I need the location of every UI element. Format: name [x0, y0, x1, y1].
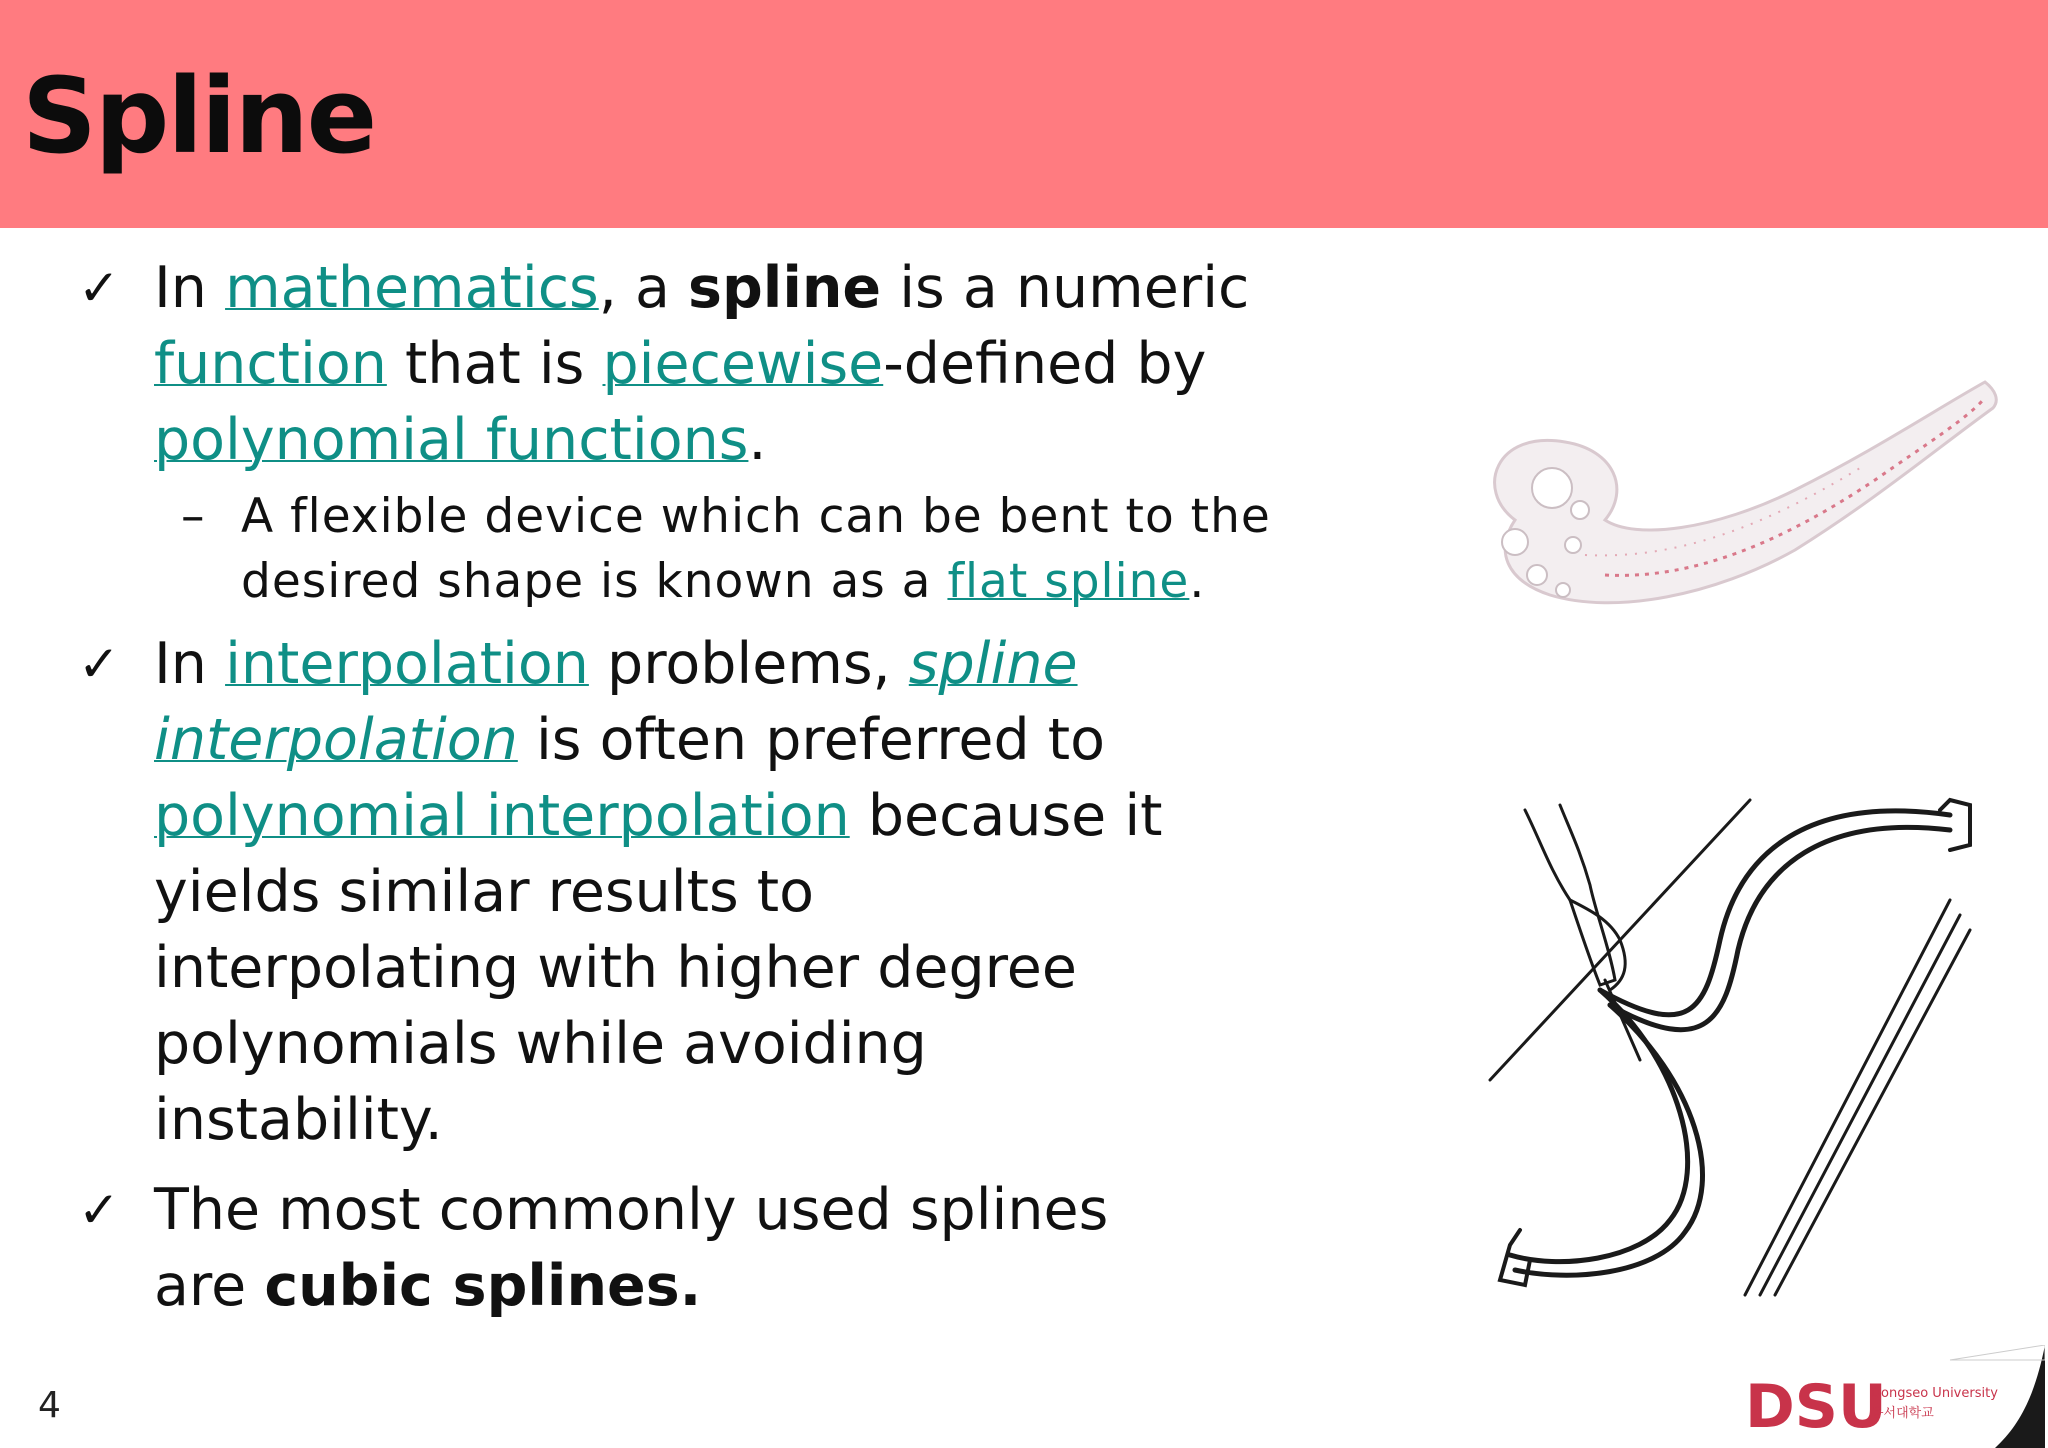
title-bar: [0, 0, 2048, 228]
spline-weight: [1940, 800, 1970, 850]
spline-strip-top: [1600, 811, 1950, 1015]
guide-line: [1775, 930, 1970, 1295]
ruler-hole: [1502, 529, 1528, 555]
link-interpolation[interactable]: interpolation: [225, 631, 589, 697]
link-polynomial-interpolation[interactable]: polynomial interpolation: [154, 783, 850, 849]
slide-body: [78, 250, 1418, 1324]
link-mathematics[interactable]: mathematics: [225, 255, 599, 321]
term-cubic-splines: cubic splines.: [264, 1253, 702, 1319]
slide-title: Spline: [22, 55, 376, 177]
logo-mark: DSU: [1745, 1372, 1887, 1442]
link-piecewise[interactable]: piecewise: [602, 331, 884, 397]
french-curve-ruler-image: [1455, 370, 2015, 650]
link-function[interactable]: function: [154, 331, 387, 397]
bullet-cubic-splines: ✓ The most commonly used splines are cubic splines.: [78, 1172, 1154, 1324]
dash-marker: –: [181, 489, 206, 544]
spline-strip-bottom: [1515, 1005, 1703, 1275]
checkmark-icon: ✓: [78, 1181, 120, 1239]
sub-bullet-flat-spline: – A flexible device which can be bent to the desired shape is known as a flat spline.: [78, 484, 1418, 614]
checkmark-icon: ✓: [78, 635, 120, 693]
link-flat-spline[interactable]: flat spline: [947, 554, 1190, 609]
ruler-hole: [1556, 583, 1570, 597]
bullet-interpolation: ✓ In interpolation problems, spline interpolation is often preferred to polynomial interpolation because it yields similar results to interpolating with higher degree polynomials while avoiding instability.: [78, 626, 1194, 1158]
link-polynomial-functions[interactable]: polynomial functions: [154, 407, 749, 473]
drafting-spline-drawing: [1480, 790, 1980, 1310]
ruler-hole: [1565, 537, 1581, 553]
ruler-hole: [1532, 468, 1572, 508]
logo-corner: [1950, 1345, 2045, 1360]
guide-line: [1745, 900, 1950, 1295]
guide-line: [1760, 915, 1960, 1295]
logo-korean: 동서대학교: [1871, 1406, 1934, 1421]
dsu-logo: [1745, 1345, 2045, 1448]
ruler-hole: [1527, 565, 1547, 585]
ruler-hole: [1571, 501, 1589, 519]
logo-english: Dongseo University: [1871, 1386, 1998, 1401]
bullet-spline-definition: ✓ In mathematics, a spline is a numeric function that is piecewise-defined by polynomial functions.: [78, 250, 1418, 478]
link-spline-interpolation[interactable]: spline interpolation: [154, 631, 1078, 773]
checkmark-icon: ✓: [78, 259, 120, 317]
page-number: 4: [38, 1385, 61, 1426]
term-spline: spline: [688, 255, 882, 321]
